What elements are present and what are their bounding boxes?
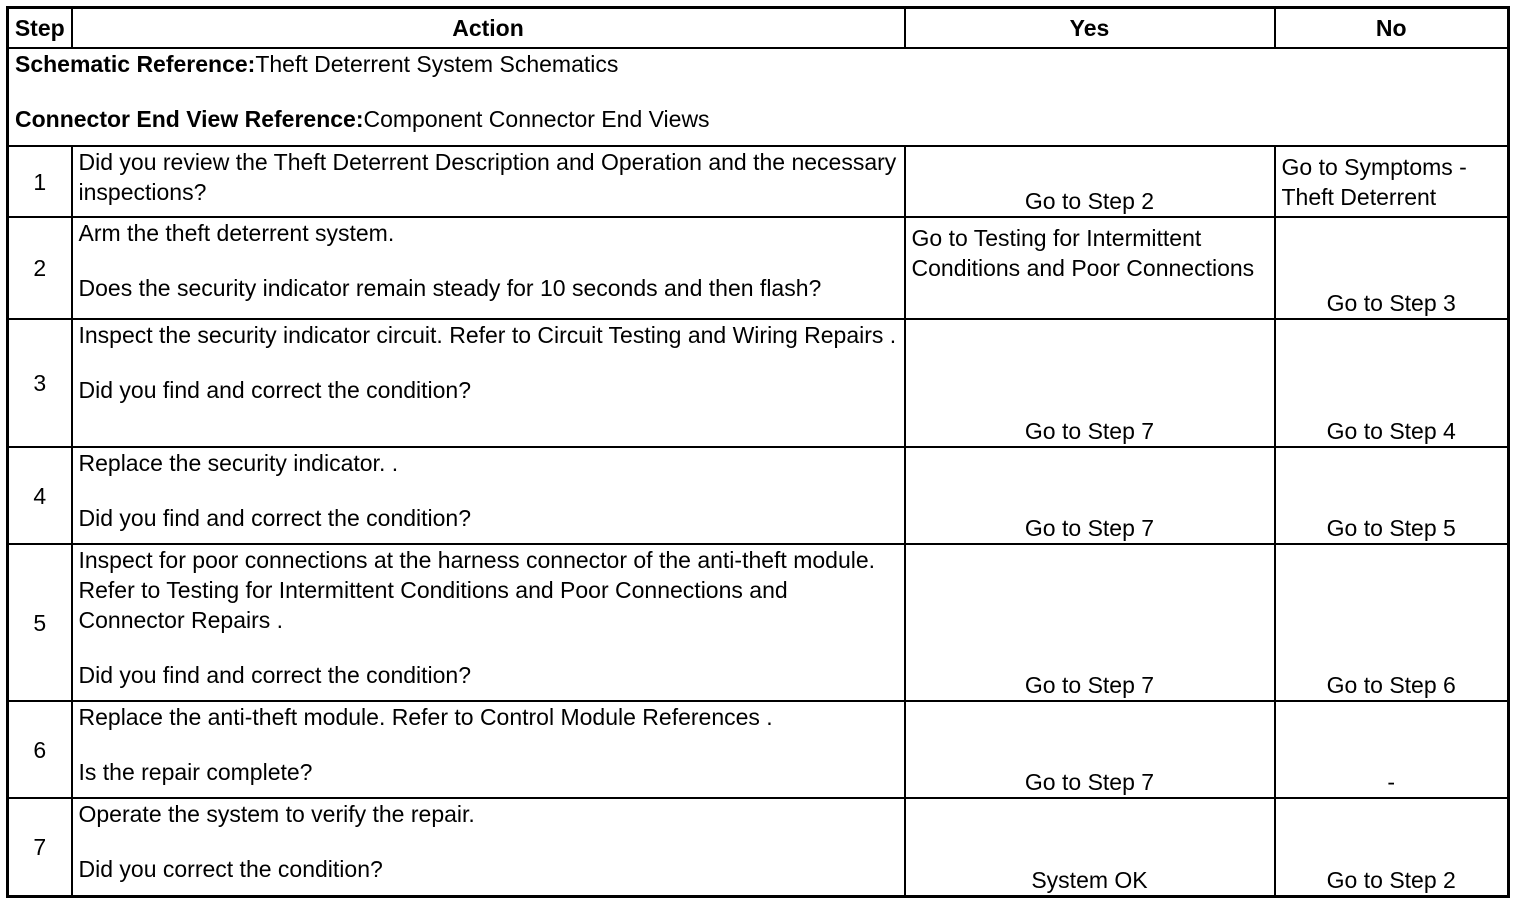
action-text: Inspect the security indicator circuit. Refer to Circuit Testing and Wiring Repairs .: [78, 322, 897, 348]
header-step: Step: [8, 8, 72, 49]
yes-result[interactable]: Go to Step 7: [905, 544, 1275, 701]
yes-result: System OK: [905, 798, 1275, 896]
action-cell: [72, 146, 905, 217]
step-number: 1: [8, 146, 72, 217]
action-question: Is the repair complete?: [78, 759, 313, 785]
step-number: 5: [8, 544, 72, 701]
no-result[interactable]: Go to Step 3: [1275, 217, 1509, 319]
table-row: [8, 544, 1509, 701]
action-question: Did you correct the condition?: [78, 856, 383, 882]
header-yes: Yes: [905, 8, 1275, 49]
step-number: 2: [8, 217, 72, 319]
table-row: [8, 319, 1509, 447]
diagnostic-table: [6, 6, 1510, 898]
reference-row: [8, 48, 1509, 146]
action-question: Does the security indicator remain steady for 10 seconds and then flash?: [78, 275, 822, 301]
no-result[interactable]: Go to Step 2: [1275, 798, 1509, 896]
action-cell: [72, 798, 905, 896]
step-number: 3: [8, 319, 72, 447]
action-cell: [72, 319, 905, 447]
step-number: 4: [8, 447, 72, 544]
action-question: Did you find and correct the condition?: [78, 505, 472, 531]
yes-result[interactable]: Go to Step 7: [905, 701, 1275, 798]
action-text: Replace the anti-theft module. Refer to Control Module References .: [78, 704, 773, 730]
step-number: 6: [8, 701, 72, 798]
no-result[interactable]: Go to Step 6: [1275, 544, 1509, 701]
action-text: Did you review the Theft Deterrent Description and Operation and the necessary inspections?: [78, 149, 897, 205]
action-cell: [72, 217, 905, 319]
yes-result[interactable]: Go to Step 2: [905, 146, 1275, 217]
table-row: [8, 798, 1509, 896]
step-number: 7: [8, 798, 72, 896]
yes-result[interactable]: Go to Step 7: [905, 319, 1275, 447]
schematic-reference-link[interactable]: Theft Deterrent System Schematics: [255, 51, 619, 77]
no-result[interactable]: Go to Step 4: [1275, 319, 1509, 447]
action-text: Replace the security indicator. .: [78, 450, 399, 476]
schematic-reference-label: Schematic Reference:: [15, 51, 256, 77]
action-cell: [72, 544, 905, 701]
connector-reference: [15, 104, 1501, 134]
header-no: No: [1275, 8, 1509, 49]
connector-reference-link[interactable]: Component Connector End Views: [363, 106, 710, 132]
action-cell: [72, 447, 905, 544]
connector-reference-label: Connector End View Reference:: [15, 106, 364, 132]
table-row: [8, 701, 1509, 798]
header-action: Action: [72, 8, 905, 49]
yes-result[interactable]: Go to Step 7: [905, 447, 1275, 544]
action-question: Did you find and correct the condition?: [78, 377, 472, 403]
action-text: Arm the theft deterrent system.: [78, 220, 395, 246]
action-cell: [72, 701, 905, 798]
table-row: [8, 447, 1509, 544]
reference-cell: [8, 48, 1509, 146]
table-row: [8, 217, 1509, 319]
yes-result[interactable]: Go to Testing for Intermittent Conditions and Poor Connections: [905, 217, 1275, 319]
action-text: Inspect for poor connections at the harness connector of the anti-theft module. Refer to Testing for Intermittent Conditions and Poor Connections and Connector Repairs .: [78, 547, 876, 633]
header-row: [8, 8, 1509, 49]
no-result: -: [1275, 701, 1509, 798]
action-question: Did you find and correct the condition?: [78, 662, 472, 688]
no-result[interactable]: Go to Symptoms - Theft Deterrent: [1275, 146, 1509, 217]
table-row: [8, 146, 1509, 217]
no-result[interactable]: Go to Step 5: [1275, 447, 1509, 544]
action-text: Operate the system to verify the repair.: [78, 801, 475, 827]
schematic-reference: [15, 49, 1501, 79]
